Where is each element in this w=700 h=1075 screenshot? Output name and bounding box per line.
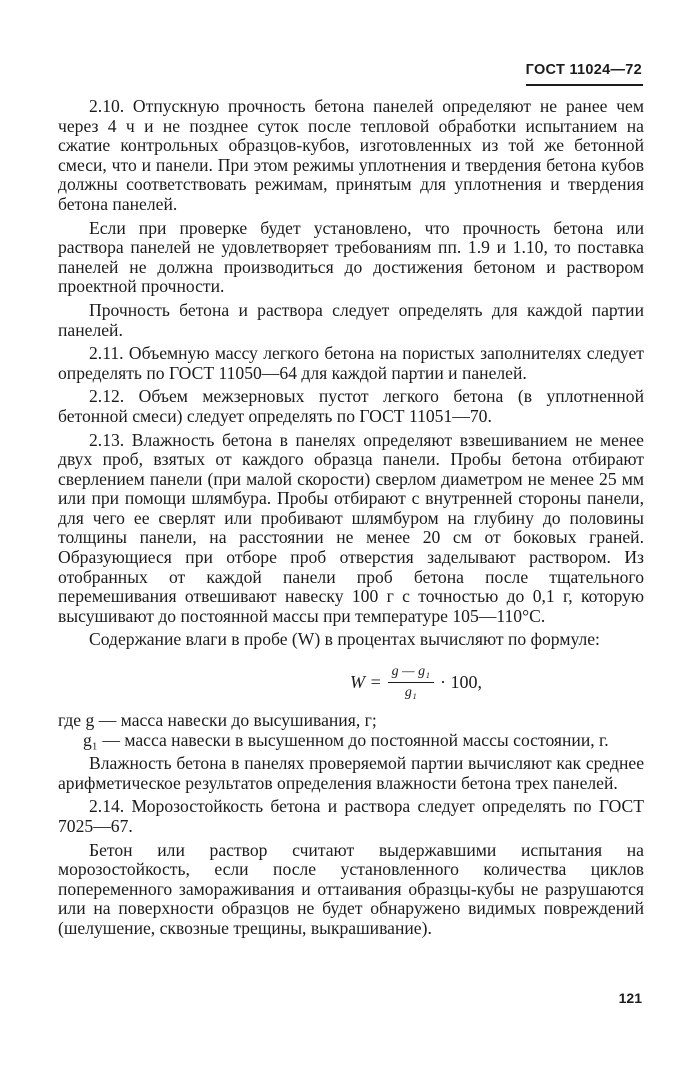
- paragraph-2-10: 2.10. Отпускную прочность бетона панелей определяют не ранее чем через 4 ч и не позднее суток после тепловой обработки испытанием на сжатие контрольных образцов-кубов, изготовленных из той же бетонной смеси, что и панели. При этом режимы уплотнения и твердения бетона кубов должны соответствовать режимам, принятым для уплотнения и твердения бетона панелей.: [58, 96, 644, 214]
- paragraph-2-12: 2.12. Объем межзерновых пустот легкого бетона (в уплотненной бетонной смеси) следует определять по ГОСТ 11051—70.: [58, 386, 644, 426]
- page-number: 121: [618, 990, 642, 1006]
- formula-numerator: g — g₁: [388, 664, 434, 683]
- paragraph-frost-resistance: Бетон или раствор считают выдержавшими испытания на морозостойкость, если после установленного количества циклов попеременного замораживания и оттаивания образцы-кубы не разрушаются или на поверхности образцов не будет обнаружено видимых повреждений (шелушение, сквозные трещины, выкрашивание).: [58, 839, 644, 938]
- paragraph-moisture-average: Влажность бетона в панелях проверяемой партии вычисляют как среднее арифметическое результатов определения влажности бетона трех панелей.: [58, 753, 644, 793]
- paragraph-2-13: 2.13. Влажность бетона в панелях определяют взвешиванием не менее двух проб, взятых от каждого образца панели. Пробы бетона отбирают сверлением панели (при малой скорости) сверлом диаметром не менее 25 мм или при помощи шлямбура. Пробы отбирают с внутренней стороны панели, для чего ее сверлят или пробивают шлямбуром на глубину до половины толщины панели, на расстоянии не менее 20 см от боковых граней. Образующиеся при отборе проб отверстия заделывают раствором. Из отобранных от каждой панели проб бетона после тщательного перемешивания отвешивают навеску 100 г с точностью до 0,1 г, которую высушивают до постоянной массы при температуре 105—110°C.: [58, 429, 644, 626]
- formula-denominator: g₁: [404, 685, 417, 701]
- paragraph-strength-batch: Прочность бетона и раствора следует определять для каждой партии панелей.: [58, 299, 644, 340]
- moisture-formula: [188, 664, 644, 701]
- paragraph-2-14: 2.14. Морозостойкость бетона и раствора следует определять по ГОСТ 7025—67.: [58, 796, 644, 836]
- formula-lhs: W =: [350, 671, 382, 692]
- formula-rhs: · 100,: [439, 671, 482, 692]
- paragraph-strength-check: Если при проверке будет установлено, что прочность бетона или раствора панелей не удовлетворяет требованиям пп. 1.9 и 1.10, то поставка панелей не должна производиться до достижения бетоном и раствором проектной прочности.: [58, 217, 644, 297]
- document-body: [58, 97, 644, 943]
- legend-g1: g₁ — масса навески в высушенном до постоянной массы состоянии, г.: [83, 729, 609, 750]
- header-rule: [526, 84, 643, 86]
- paragraph-moisture-formula-intro: Содержание влаги в пробе (W) в процентах вычисляют по формуле:: [89, 629, 600, 650]
- legend-g: где g — масса навески до высушивания, г;: [58, 710, 377, 731]
- formula-fraction: [388, 664, 434, 701]
- page-header: ГОСТ 11024—72: [525, 62, 642, 78]
- paragraph-2-11: 2.11. Объемную массу легкого бетона на пористых заполнителях следует определять по ГОСТ 11050—64 для каждой партии и панелей.: [58, 343, 644, 383]
